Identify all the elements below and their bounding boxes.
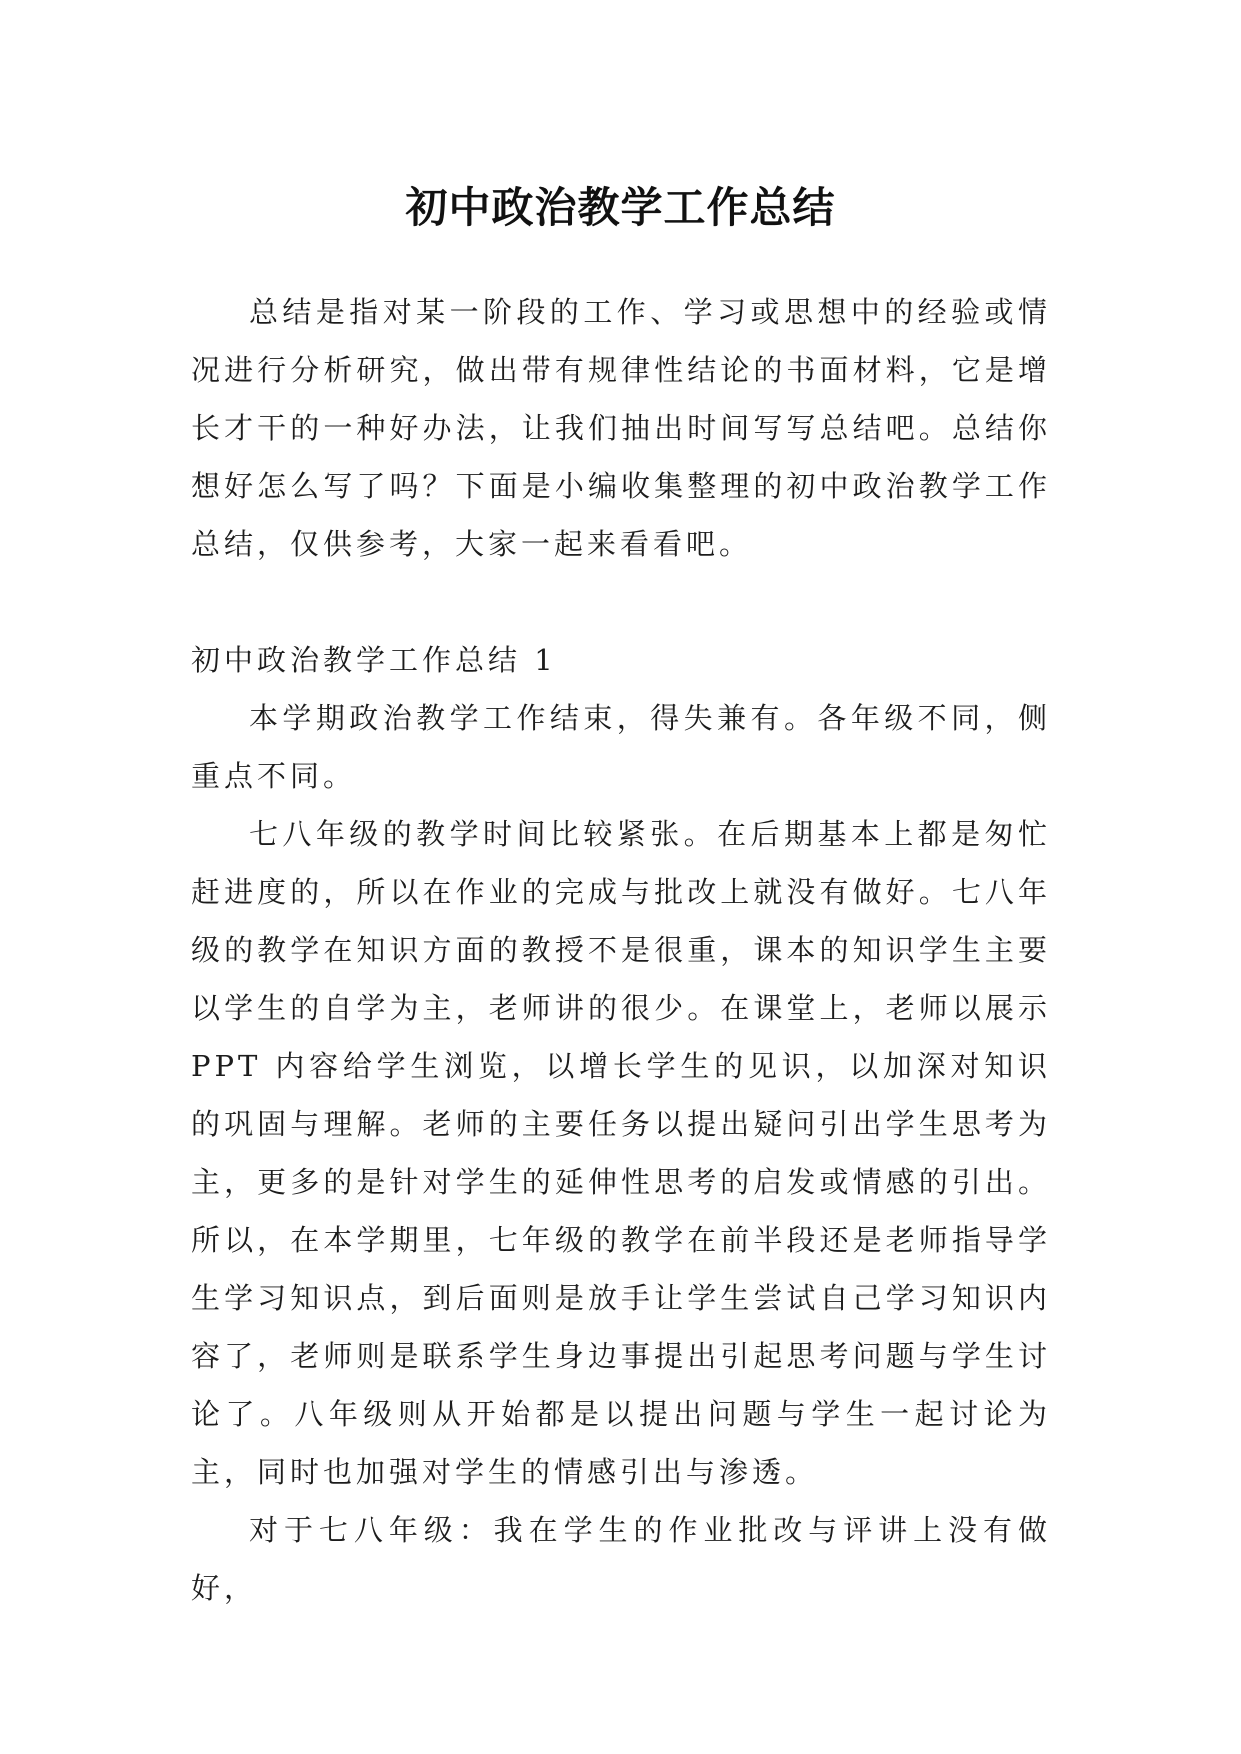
document-body	[191, 283, 1051, 1617]
body-paragraph-2: 七八年级的教学时间比较紧张。在后期基本上都是匆忙赶进度的，所以在作业的完成与批改上就没有做好。七八年级的教学在知识方面的教授不是很重，课本的知识学生主要以学生的自学为主，老师讲的很少。在课堂上，老师以展示 PPT 内容给学生浏览，以增长学生的见识，以加深对知识的巩固与理解。老师的主要任务以提出疑问引出学生思考为主，更多的是针对学生的延伸性思考的启发或情感的引出。所以，在本学期里，七年级的教学在前半段还是老师指导学生学习知识点，到后面则是放手让学生尝试自己学习知识内容了，老师则是联系学生身边事提出引起思考问题与学生讨论了。八年级则从开始都是以提出问题与学生一起讨论为主，同时也加强对学生的情感引出与渗透。	[191, 817, 1051, 1489]
document-title: 初中政治教学工作总结	[405, 183, 836, 233]
section-heading: 初中政治教学工作总结 1	[191, 643, 557, 677]
body-paragraph-3: 对于七八年级：我在学生的作业批改与评讲上没有做好，	[191, 1513, 1051, 1605]
body-paragraph-1: 本学期政治教学工作结束，得失兼有。各年级不同，侧重点不同。	[191, 701, 1051, 793]
intro-paragraph: 总结是指对某一阶段的工作、学习或思想中的经验或情况进行分析研究，做出带有规律性结论的书面材料，它是增长才干的一种好办法，让我们抽出时间写写总结吧。总结你想好怎么写了吗？下面是小编收集整理的初中政治教学工作总结，仅供参考，大家一起来看看吧。	[191, 295, 1051, 561]
